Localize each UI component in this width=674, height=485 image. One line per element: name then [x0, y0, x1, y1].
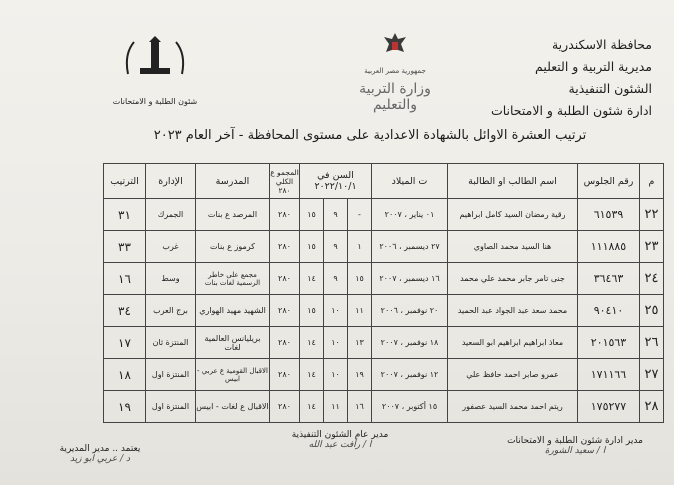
- header-age: السن في ٢٠٢٢/١٠/١: [300, 164, 372, 199]
- cell-student-name: رقية رمضان السيد كامل ابراهيم: [448, 199, 578, 231]
- cell-total: ٢٨٠: [270, 327, 300, 359]
- cell-student-name: هنا السيد محمد الصاوي: [448, 231, 578, 263]
- cell-seat-number: ١١١٨٨٥: [578, 231, 640, 263]
- cell-age-months: ١٠: [324, 359, 348, 391]
- approval-name: د / عربي ابو زيد: [69, 454, 131, 464]
- table-row: [104, 199, 664, 231]
- header-administration: الإدارة: [146, 164, 196, 199]
- table-row: [104, 263, 664, 295]
- header-total: المجمو ع الكلي ٢٨٠: [270, 164, 300, 199]
- cell-age-days: ١١: [348, 295, 372, 327]
- cell-age-years: ١٥: [300, 295, 324, 327]
- general-manager-name: ا / رأفت عبد الله: [308, 440, 372, 450]
- cell-serial: ٢٤: [640, 263, 664, 295]
- cell-age-days: ١٦: [348, 391, 372, 423]
- cell-age-years: ١٤: [300, 327, 324, 359]
- cell-rank: ٣٣: [104, 231, 146, 263]
- page-title: ترتيب العشرة الاوائل بالشهادة الاعدادية على مستوى المحافظة - آخر العام ٢٠٢٣: [153, 128, 587, 143]
- cell-age-years: ١٤: [300, 359, 324, 391]
- cell-birth-date: ٢٧ ديسمبر ، ٢٠٠٦: [372, 231, 448, 263]
- cell-school: الاقبال القومية ع عربي - ابيس: [196, 359, 270, 391]
- cell-serial: ٢٣: [640, 231, 664, 263]
- cell-birth-date: ١٦ ديسمبر ، ٢٠٠٧: [372, 263, 448, 295]
- general-manager-title: مدير عام الشئون التنفيذية: [291, 430, 389, 440]
- director-signature-block: [490, 436, 660, 456]
- header-seat-number: رقم الجلوس: [578, 164, 640, 199]
- cell-birth-date: ١٨ نوفمبر ، ٢٠٠٧: [372, 327, 448, 359]
- cell-birth-date: ٠١ يناير ، ٢٠٠٧: [372, 199, 448, 231]
- cell-seat-number: ١٧١١٦٦: [578, 359, 640, 391]
- cell-age-months: ٩: [324, 199, 348, 231]
- header-school: المدرسة: [196, 164, 270, 199]
- cell-total: ٢٨٠: [270, 359, 300, 391]
- logo-caption: شئون الطلبة و الامتحانات: [112, 97, 198, 106]
- governorate-line: محافظة الاسكندرية: [551, 37, 652, 52]
- approval-title: يعتمد .. مدير المديرية: [59, 444, 141, 454]
- exams-department-line: ادارة شئون الطلبة و الامتحانات: [490, 103, 652, 118]
- cell-age-days: -: [348, 199, 372, 231]
- cell-age-months: ١٠: [324, 295, 348, 327]
- cell-administration: برج العرب: [146, 295, 196, 327]
- cell-age-months: ٩: [324, 263, 348, 295]
- table-header-row: [104, 164, 664, 199]
- results-table: [103, 163, 664, 423]
- cell-administration: المنتزة اول: [146, 359, 196, 391]
- ministry-caption: جمهورية مصر العربية: [364, 67, 426, 75]
- cell-rank: ٣١: [104, 199, 146, 231]
- cell-serial: ٢٨: [640, 391, 664, 423]
- cell-age-years: ١٤: [300, 391, 324, 423]
- cell-age-years: ١٤: [300, 263, 324, 295]
- executive-affairs-line: الشئون التنفيذية: [568, 81, 652, 96]
- cell-rank: ١٦: [104, 263, 146, 295]
- lighthouse-icon: [110, 34, 200, 97]
- cell-age-days: ١: [348, 231, 372, 263]
- cell-rank: ١٨: [104, 359, 146, 391]
- cell-birth-date: ١٢ نوفمبر ، ٢٠٠٧: [372, 359, 448, 391]
- cell-total: ٢٨٠: [270, 231, 300, 263]
- issuing-authority: [491, 34, 652, 122]
- cell-administration: الجمرك: [146, 199, 196, 231]
- cell-age-days: ١٥: [348, 263, 372, 295]
- cell-birth-date: ١٥ أكتوبر ، ٢٠٠٧: [372, 391, 448, 423]
- general-manager-signature-block: [270, 430, 410, 450]
- cell-birth-date: ٢٠ نوفمبر ، ٢٠٠٦: [372, 295, 448, 327]
- cell-student-name: جنى تامر جابر محمد علي محمد: [448, 263, 578, 295]
- cell-administration: المنتزة اول: [146, 391, 196, 423]
- director-title: مدير ادارة شئون الطلبة و الامتحانات: [507, 436, 643, 446]
- director-name: ا / سعيد الشورة: [544, 446, 606, 456]
- cell-seat-number: ١٧٥٢٧٧: [578, 391, 640, 423]
- egypt-emblem: [350, 30, 440, 112]
- cell-total: ٢٨٠: [270, 263, 300, 295]
- cell-rank: ٣٤: [104, 295, 146, 327]
- cell-rank: ١٧: [104, 327, 146, 359]
- cell-seat-number: ٢٠١٥٦٣: [578, 327, 640, 359]
- ministry-calligraphy: وزارة التربية والتعليم: [359, 81, 431, 113]
- eagle-icon: [350, 30, 440, 67]
- cell-administration: غرب: [146, 231, 196, 263]
- header-serial: م: [640, 164, 664, 199]
- table-row: [104, 327, 664, 359]
- cell-student-name: محمد سعد عبد الجواد عبد الحميد: [448, 295, 578, 327]
- cell-age-months: ١٠: [324, 327, 348, 359]
- cell-administration: المنتزة ثان: [146, 327, 196, 359]
- cell-total: ٢٨٠: [270, 391, 300, 423]
- cell-total: ٢٨٠: [270, 295, 300, 327]
- table-row: [104, 359, 664, 391]
- cell-school: الاقبال ع لغات - ابيس: [196, 391, 270, 423]
- cell-rank: ١٩: [104, 391, 146, 423]
- department-logo: [110, 34, 200, 112]
- cell-serial: ٢٧: [640, 359, 664, 391]
- cell-student-name: ريتم احمد محمد السيد عصفور: [448, 391, 578, 423]
- table-row: [104, 295, 664, 327]
- cell-seat-number: ٣٦٤٦٣: [578, 263, 640, 295]
- cell-total: ٢٨٠: [270, 199, 300, 231]
- header-rank: الترتيب: [104, 164, 146, 199]
- cell-student-name: معاذ ابراهيم ابراهيم ابو السعيد: [448, 327, 578, 359]
- cell-serial: ٢٢: [640, 199, 664, 231]
- cell-school: المرصد ع بنات: [196, 199, 270, 231]
- cell-school: مجمع على خاطر الرسمية لغات بنات: [196, 263, 270, 295]
- cell-age-months: ١١: [324, 391, 348, 423]
- table-row: [104, 231, 664, 263]
- cell-age-years: ١٥: [300, 199, 324, 231]
- cell-school: كرموز ع بنات: [196, 231, 270, 263]
- cell-age-months: ٩: [324, 231, 348, 263]
- cell-school: الشهيد مهيد الهواري: [196, 295, 270, 327]
- cell-administration: وسط: [146, 263, 196, 295]
- cell-age-days: ١٣: [348, 327, 372, 359]
- cell-age-days: ١٩: [348, 359, 372, 391]
- header-student-name: اسم الطالب او الطالبة: [448, 164, 578, 199]
- table-row: [104, 391, 664, 423]
- cell-serial: ٢٥: [640, 295, 664, 327]
- cell-seat-number: ٦١٥٣٩: [578, 199, 640, 231]
- directorate-line: مديرية التربية و التعليم: [535, 59, 652, 74]
- cell-school: بريليانس العالمية لغات: [196, 327, 270, 359]
- cell-student-name: عمرو صابر احمد حافظ علي: [448, 359, 578, 391]
- cell-age-years: ١٥: [300, 231, 324, 263]
- header-birth-date: ت الميلاد: [372, 164, 448, 199]
- cell-serial: ٢٦: [640, 327, 664, 359]
- cell-seat-number: ٩٠٤١٠: [578, 295, 640, 327]
- approval-signature-block: [40, 444, 160, 464]
